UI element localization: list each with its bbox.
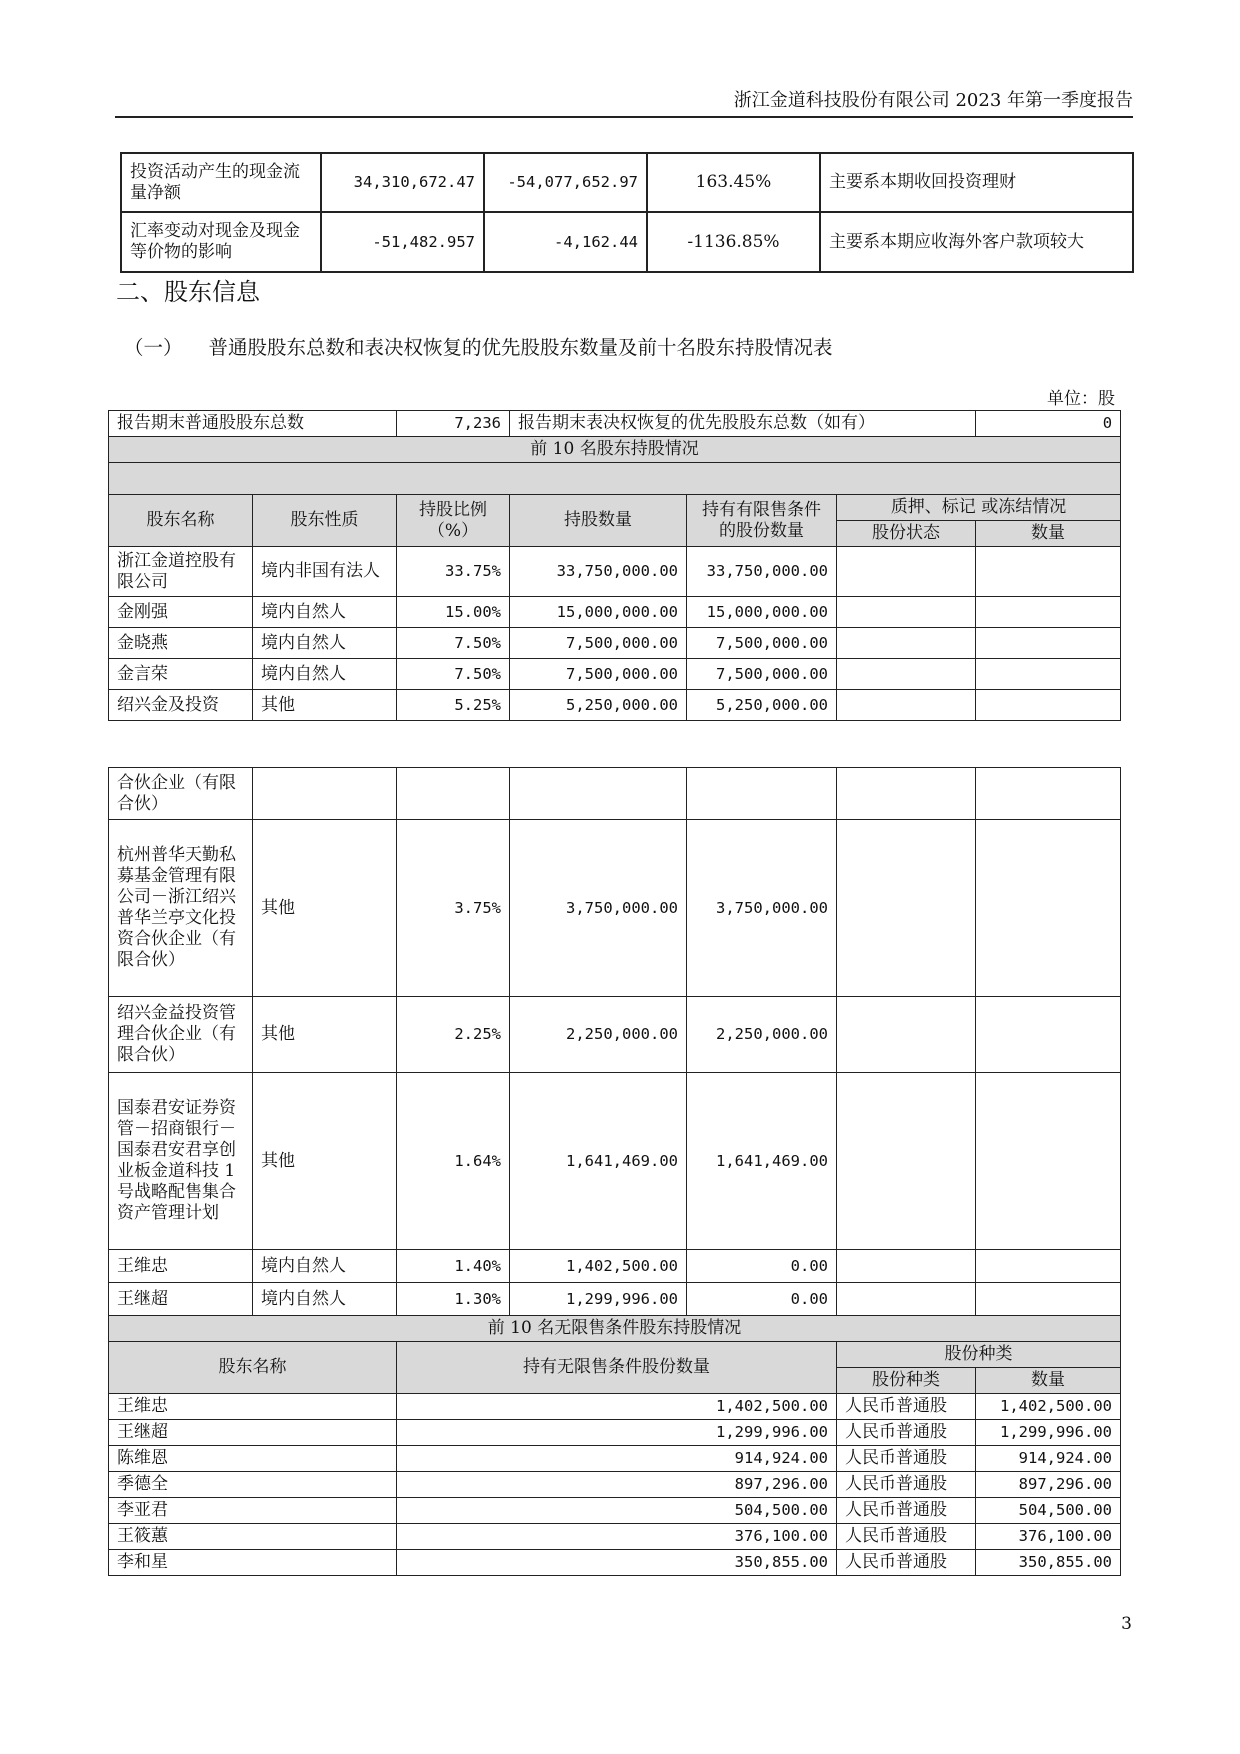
holder-qty: 3,750,000.00 [510,820,687,997]
holder-ratio: 1.40% [397,1250,510,1283]
holder-ratio: 2.25% [397,997,510,1073]
unrestricted-header-name: 股东名称 [109,1342,397,1394]
table-row [109,690,1121,721]
table-row [109,1073,1121,1250]
pref-holders-label: 报告期末表决权恢复的优先股股东总数（如有） [510,411,976,437]
pledge-status [837,628,976,659]
unrestricted-kind-qty: 504,500.00 [976,1498,1121,1524]
holder-nature: 其他 [253,690,397,721]
header-title: 浙江金道科技股份有限公司 2023 年第一季度报告 [733,90,1133,111]
unrestricted-qty: 1,299,996.00 [397,1420,837,1446]
holder-name: 金晓燕 [109,628,253,659]
holder-name: 浙江金道控股有限公司 [109,547,253,597]
unrestricted-name: 王继超 [109,1420,397,1446]
pledge-qty [976,820,1121,997]
top10-title: 前 10 名股东持股情况 [109,437,1121,463]
gray-spacer-row [109,463,1121,495]
pledge-status [837,820,976,997]
holder-restricted: 7,500,000.00 [687,659,837,690]
page-header [115,86,1133,118]
holder-qty: 1,641,469.00 [510,1073,687,1250]
unrestricted-kind: 人民币普通股 [837,1524,976,1550]
unrestricted-kind-qty: 376,100.00 [976,1524,1121,1550]
holder-qty: 33,750,000.00 [510,547,687,597]
empty-cell [510,768,687,820]
section-subtitle [124,332,833,360]
header-ratio: 持股比例（%） [397,495,510,547]
unrestricted-kind: 人民币普通股 [837,1472,976,1498]
holder-nature: 其他 [253,1073,397,1250]
holder-ratio: 33.75% [397,547,510,597]
holder-ratio: 1.64% [397,1073,510,1250]
holder-nature: 其他 [253,820,397,997]
pledge-status [837,597,976,628]
pledge-status [837,547,976,597]
holder-nature: 其他 [253,997,397,1073]
unrestricted-qty: 914,924.00 [397,1446,837,1472]
table-row [109,1550,1121,1576]
holder-restricted: 33,750,000.00 [687,547,837,597]
unrestricted-kind: 人民币普通股 [837,1420,976,1446]
holder-ratio: 7.50% [397,628,510,659]
table-row [109,768,1121,820]
unrestricted-name: 陈维恩 [109,1446,397,1472]
holder-nature: 境内自然人 [253,628,397,659]
table-row [109,628,1121,659]
unit-label: 单位：股 [1047,389,1115,409]
cashflow-current: 34,310,672.47 [321,153,484,212]
total-holders-value: 7,236 [397,411,510,437]
pref-holders-value: 0 [976,411,1121,437]
unrestricted-kind-qty: 1,299,996.00 [976,1420,1121,1446]
holder-name-continued: 合伙企业（有限合伙） [109,768,253,820]
holder-restricted: 7,500,000.00 [687,628,837,659]
holder-name: 金言荣 [109,659,253,690]
holder-restricted: 3,750,000.00 [687,820,837,997]
empty-cell [687,768,837,820]
unrestricted-kind: 人民币普通股 [837,1550,976,1576]
shareholder-table-part1 [108,410,1121,721]
cashflow-change: 163.45% [647,153,820,212]
holder-restricted: 0.00 [687,1283,837,1316]
holder-qty: 1,402,500.00 [510,1250,687,1283]
unrestricted-qty: 504,500.00 [397,1498,837,1524]
header-restricted: 持有有限售条件的股份数量 [687,495,837,547]
pledge-qty [976,1250,1121,1283]
header-qty: 持股数量 [510,495,687,547]
subtitle-number: （一） [124,336,183,359]
pledge-qty [976,597,1121,628]
holder-nature: 境内自然人 [253,1250,397,1283]
holder-restricted: 1,641,469.00 [687,1073,837,1250]
holder-ratio: 15.00% [397,597,510,628]
table-row [109,1472,1121,1498]
unrestricted-kind: 人民币普通股 [837,1446,976,1472]
unrestricted-qty: 350,855.00 [397,1550,837,1576]
pledge-qty [976,690,1121,721]
holder-restricted: 0.00 [687,1250,837,1283]
unrestricted-kind-qty: 897,296.00 [976,1472,1121,1498]
pledge-status [837,690,976,721]
header-pledge: 质押、标记 或冻结情况 [837,495,1121,521]
pledge-qty [976,1283,1121,1316]
table-row [109,997,1121,1073]
pledge-qty [976,997,1121,1073]
header-row [109,1342,1121,1368]
unrestricted-name: 王维忠 [109,1394,397,1420]
holder-qty: 7,500,000.00 [510,628,687,659]
pledge-qty [976,628,1121,659]
holder-ratio: 3.75% [397,820,510,997]
holder-name: 金刚强 [109,597,253,628]
empty-cell [253,768,397,820]
holder-ratio: 5.25% [397,690,510,721]
header-name: 股东名称 [109,495,253,547]
holder-name: 国泰君安证券资管－招商银行－国泰君安君享创业板金道科技 1 号战略配售集合资产管理计划 [109,1073,253,1250]
holder-nature: 境内自然人 [253,597,397,628]
cashflow-label: 投资活动产生的现金流量净额 [121,153,321,212]
unrestricted-header-kind-sub: 股份种类 [837,1368,976,1394]
unrestricted-kind: 人民币普通股 [837,1498,976,1524]
cashflow-current: -51,482.957 [321,212,484,272]
holder-restricted: 5,250,000.00 [687,690,837,721]
pledge-status [837,1250,976,1283]
section-title: 二、股东信息 [116,278,260,306]
table-row [109,1498,1121,1524]
holder-qty: 7,500,000.00 [510,659,687,690]
holder-nature: 境内自然人 [253,1283,397,1316]
table-row [109,547,1121,597]
holder-qty: 2,250,000.00 [510,997,687,1073]
unrestricted-header-kind: 股份种类 [837,1342,1121,1368]
table-row [109,1524,1121,1550]
empty-cell [976,768,1121,820]
table-row [109,1283,1121,1316]
pledge-qty [976,1073,1121,1250]
table-row [109,1420,1121,1446]
unrestricted-kind: 人民币普通股 [837,1394,976,1420]
header-pledge-qty: 数量 [976,521,1121,547]
table-row [109,820,1121,997]
header-row [109,495,1121,521]
holder-nature: 境内非国有法人 [253,547,397,597]
holder-name: 王继超 [109,1283,253,1316]
holder-qty: 5,250,000.00 [510,690,687,721]
table-row [121,153,1133,212]
unrestricted-title: 前 10 名无限售条件股东持股情况 [109,1316,1121,1342]
holder-name: 绍兴金及投资 [109,690,253,721]
summary-row [109,411,1121,437]
header-nature: 股东性质 [253,495,397,547]
page-number: 3 [1121,1614,1132,1634]
cashflow-table [120,152,1134,273]
unrestricted-header-kind-qty: 数量 [976,1368,1121,1394]
unrestricted-kind-qty: 350,855.00 [976,1550,1121,1576]
unrestricted-qty: 897,296.00 [397,1472,837,1498]
unrestricted-kind-qty: 1,402,500.00 [976,1394,1121,1420]
cashflow-prior: -4,162.44 [484,212,647,272]
unrestricted-name: 李和星 [109,1550,397,1576]
unrestricted-header-qty: 持有无限售条件股份数量 [397,1342,837,1394]
table-row [121,212,1133,272]
unrestricted-title-row [109,1316,1121,1342]
subtitle-text: 普通股股东总数和表决权恢复的优先股股东数量及前十名股东持股情况表 [208,336,833,359]
table-row [109,597,1121,628]
table-row [109,1446,1121,1472]
pledge-status [837,1283,976,1316]
holder-qty: 1,299,996.00 [510,1283,687,1316]
holder-qty: 15,000,000.00 [510,597,687,628]
holder-restricted: 15,000,000.00 [687,597,837,628]
holder-ratio: 1.30% [397,1283,510,1316]
cashflow-reason: 主要系本期应收海外客户款项较大 [820,212,1133,272]
pledge-status [837,659,976,690]
unrestricted-kind-qty: 914,924.00 [976,1446,1121,1472]
pledge-qty [976,659,1121,690]
cashflow-prior: -54,077,652.97 [484,153,647,212]
table-row [109,1250,1121,1283]
cashflow-label: 汇率变动对现金及现金等价物的影响 [121,212,321,272]
header-pledge-status: 股份状态 [837,521,976,547]
top10-title-row [109,437,1121,463]
holder-name: 绍兴金益投资管理合伙企业（有限合伙） [109,997,253,1073]
pledge-qty [976,547,1121,597]
pledge-status [837,997,976,1073]
cashflow-reason: 主要系本期收回投资理财 [820,153,1133,212]
unrestricted-qty: 376,100.00 [397,1524,837,1550]
unrestricted-name: 王筱蕙 [109,1524,397,1550]
holder-restricted: 2,250,000.00 [687,997,837,1073]
holder-name: 王维忠 [109,1250,253,1283]
unrestricted-name: 李亚君 [109,1498,397,1524]
empty-cell [837,768,976,820]
holder-nature: 境内自然人 [253,659,397,690]
shareholder-table-part2 [108,767,1121,1576]
holder-ratio: 7.50% [397,659,510,690]
gray-spacer [109,463,1121,495]
unrestricted-qty: 1,402,500.00 [397,1394,837,1420]
empty-cell [397,768,510,820]
unrestricted-name: 季德全 [109,1472,397,1498]
cashflow-change: -1136.85% [647,212,820,272]
table-row [109,659,1121,690]
pledge-status [837,1073,976,1250]
table-row [109,1394,1121,1420]
total-holders-label: 报告期末普通股股东总数 [109,411,397,437]
holder-name: 杭州普华天勤私募基金管理有限公司－浙江绍兴普华兰亭文化投资合伙企业（有限合伙） [109,820,253,997]
